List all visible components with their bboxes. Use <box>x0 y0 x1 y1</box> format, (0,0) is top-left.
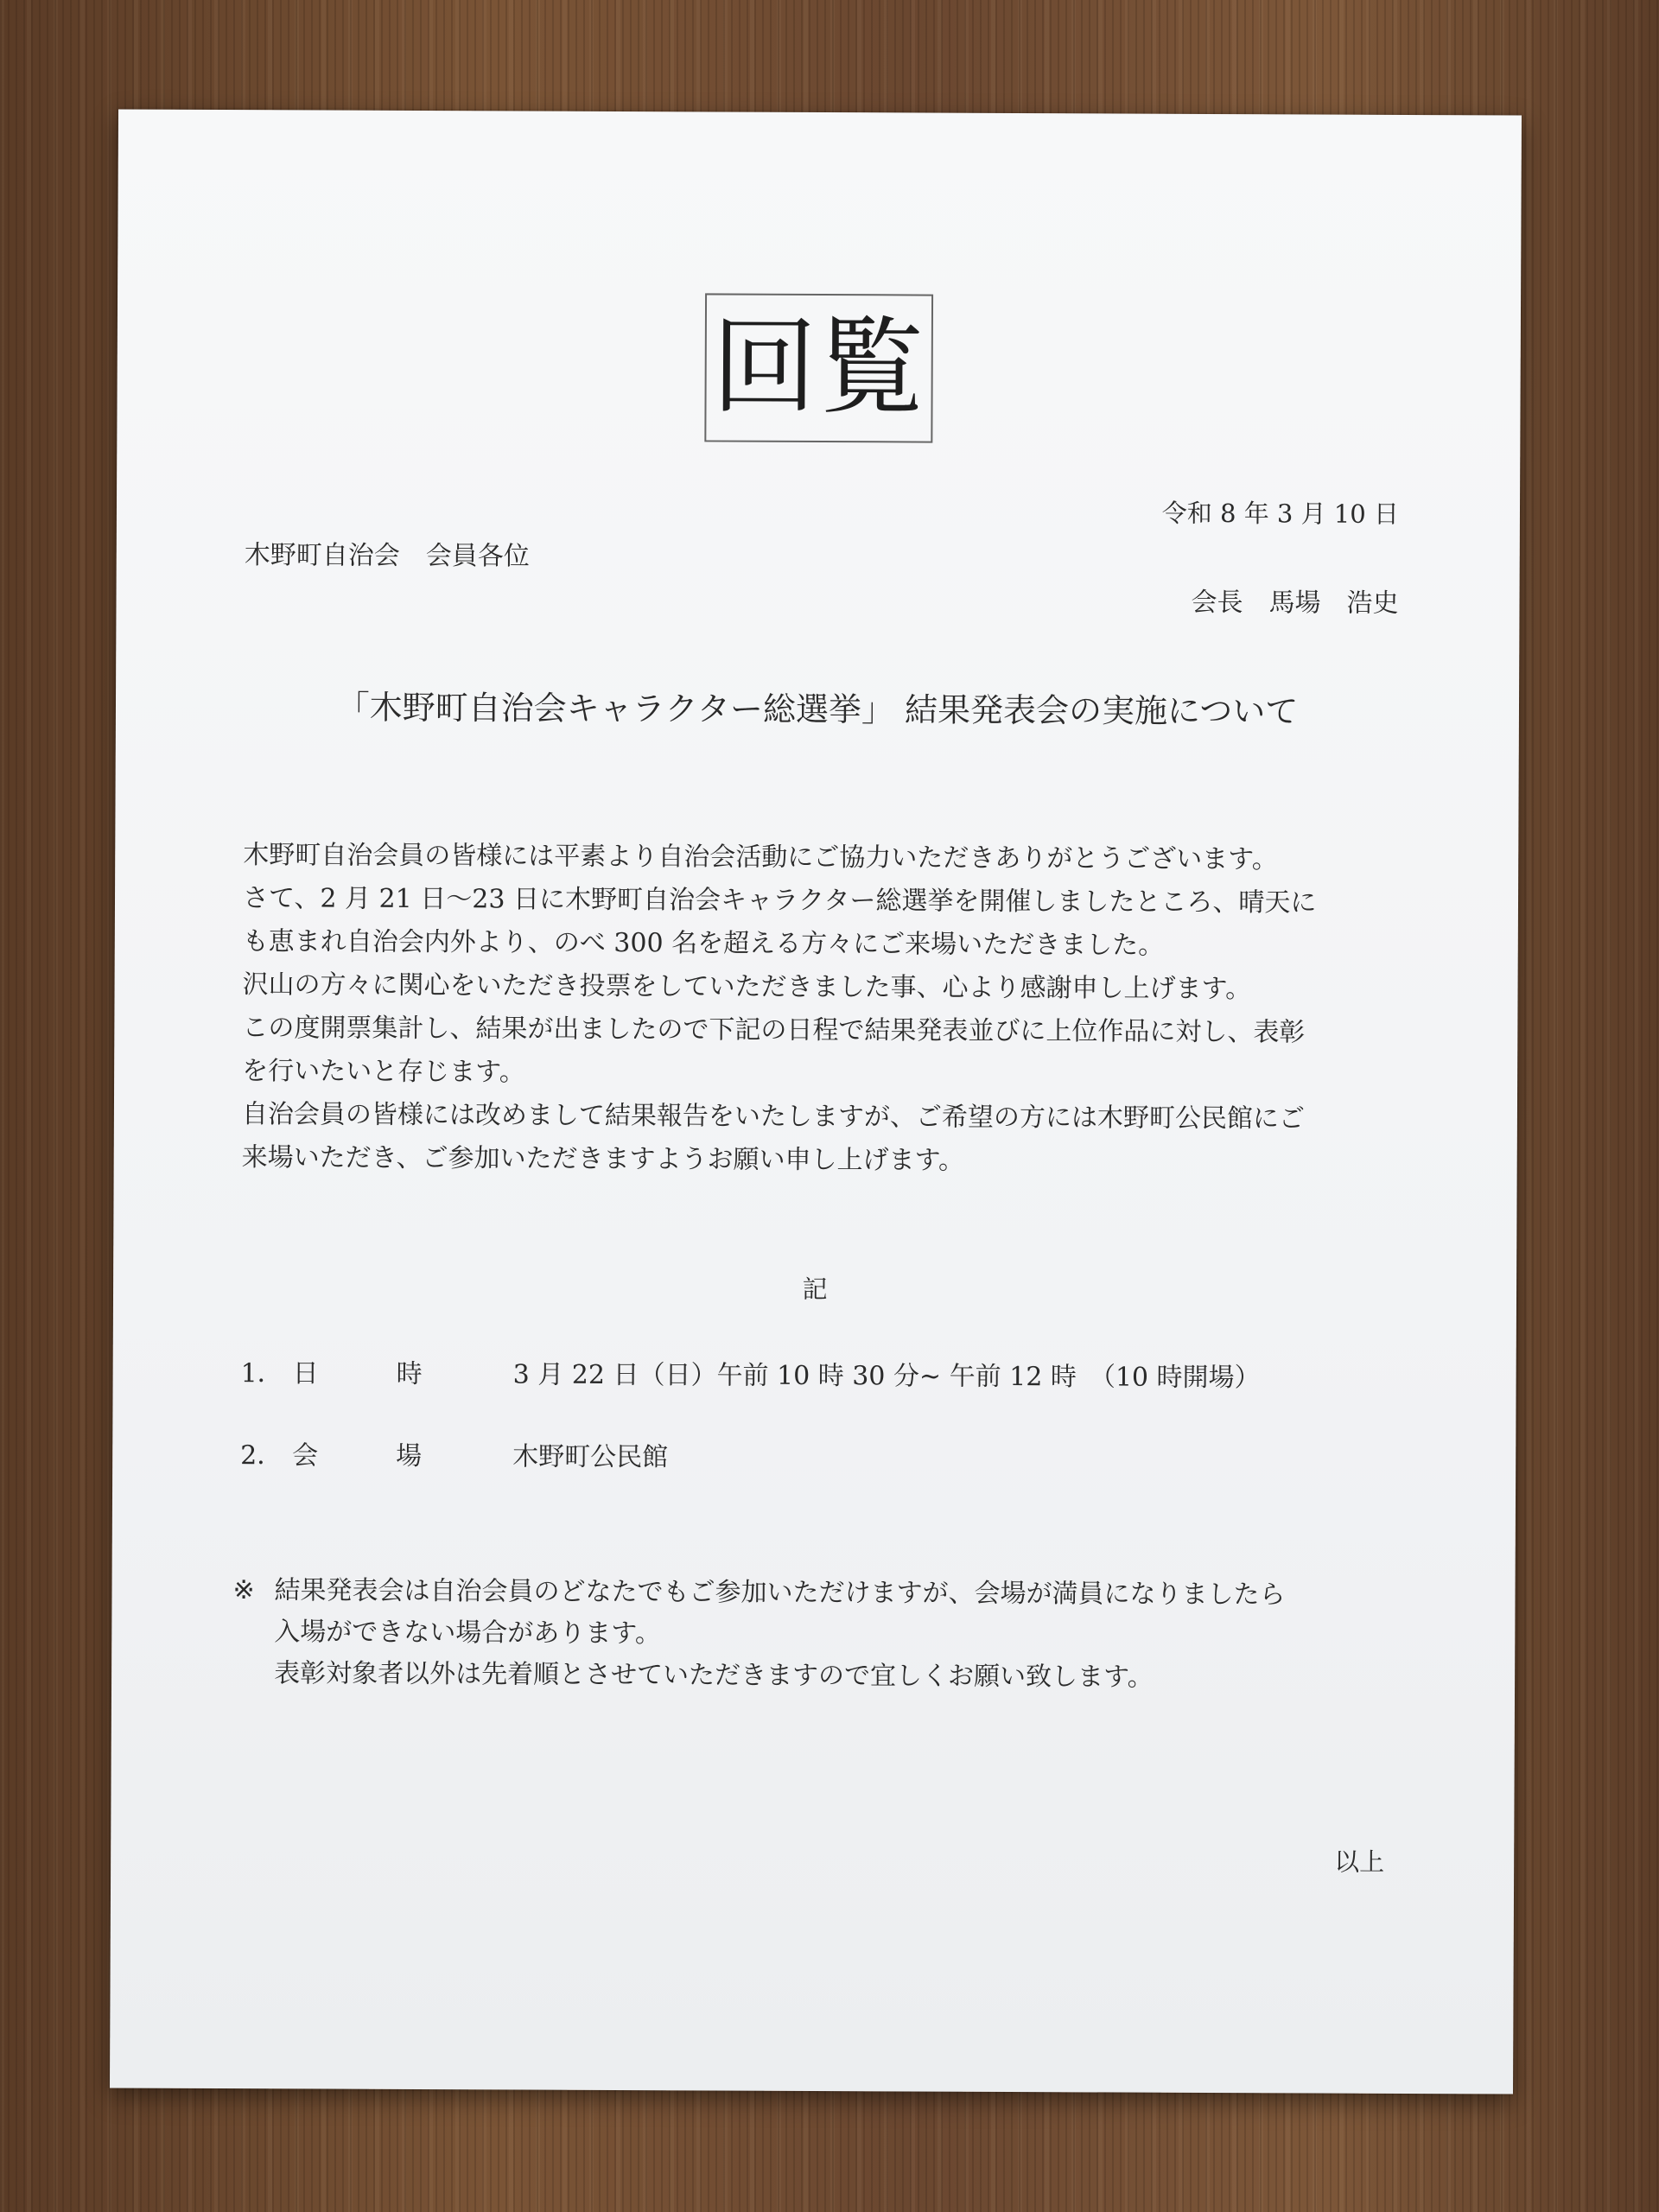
notice-note <box>232 1570 1426 1700</box>
notice-body <box>242 834 1402 1185</box>
detail-value: 木野町公民館 <box>512 1441 669 1473</box>
addressee: 木野町自治会 会員各位 <box>244 540 530 572</box>
circular-notice-paper <box>110 109 1522 2094</box>
circular-stamp-box: 回覧 <box>704 293 933 442</box>
body-line: 自治会員の皆様には改めまして結果報告をいたしますが、ご希望の方には木野町公民館にご <box>241 1099 1305 1135</box>
detail-label: 日 時 <box>292 1358 423 1390</box>
notice-title: 「木野町自治会キャラクター総選挙」 結果発表会の実施について <box>336 688 1299 731</box>
body-line: も恵まれ自治会内外より、のべ 300 名を超える方々にご来場いただきました。 <box>242 926 1165 961</box>
note-line: 表彰対象者以外は先着順とさせていただきますので宜しくお願い致します。 <box>274 1658 1154 1693</box>
sender: 会長 馬場 浩史 <box>1191 587 1399 619</box>
issue-date: 令和 8 年 3 月 10 日 <box>1161 498 1400 529</box>
detail-row-venue <box>240 1433 668 1473</box>
body-line: 来場いただき、ご参加いただきますようお願い申し上げます。 <box>241 1142 965 1176</box>
ki-heading: 記 <box>802 1274 828 1305</box>
detail-value: 3 月 22 日（日）午前 10 時 30 分~ 午前 12 時 （10 時開場） <box>512 1359 1261 1394</box>
body-line: 沢山の方々に関心をいただき投票をしていただきました事、心より感謝申し上げます。 <box>242 969 1252 1005</box>
body-line: この度開票集計し、結果が出ましたので下記の日程で結果発表並びに上位作品に対し、表彰 <box>242 1013 1306 1048</box>
body-line: 木野町自治会員の皆様には平素より自治会活動にご協力いただきありがとうございます。 <box>243 840 1278 875</box>
detail-row-datetime <box>241 1351 1261 1394</box>
detail-number: 2． <box>240 1440 283 1471</box>
note-line: 結果発表会は自治会員のどなたでもご参加いただけますが、会場が満員になりましたら <box>274 1575 1286 1611</box>
note-line: 入場ができない場合があります。 <box>274 1617 661 1649</box>
note-mark: ※ <box>232 1575 255 1606</box>
body-line: を行いたいと存じます。 <box>242 1056 525 1088</box>
detail-label: 会 場 <box>292 1440 423 1472</box>
body-line: さて、2 月 21 日～23 日に木野町自治会キャラクター総選挙を開催しましたところ、晴天に <box>242 883 1317 918</box>
detail-number: 1． <box>240 1358 283 1389</box>
closing-word: 以上 <box>1334 1847 1385 1877</box>
